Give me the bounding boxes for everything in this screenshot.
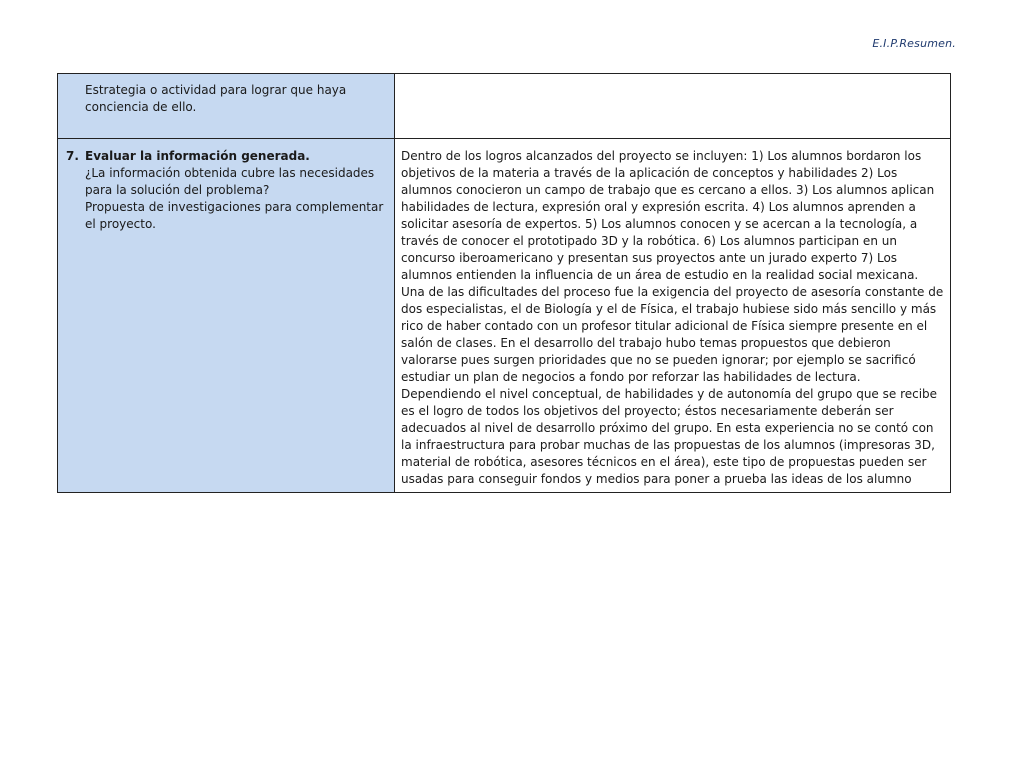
item-proposal: Propuesta de investigaciones para complementar el proyecto. bbox=[85, 200, 384, 231]
table-row bbox=[58, 74, 951, 139]
item-heading bbox=[66, 148, 388, 165]
summary-table bbox=[57, 73, 951, 493]
evaluation-paragraph: Dentro de los logros alcanzados del proyecto se incluyen: 1) Los alumnos bordaron los objetivos de la materia a través de la aplicación de conceptos y habilidades 2) Los alumnos conocieron un campo de trabajo que es cercano a ellos. 3) Los alumnos aplican habilidades de lectura, expresión oral y expresión escrita. 4) Los alumnos aprenden a solicitar asesoría de expertos. 5) Los alumnos conocen y se acercan a la tecnología, a través de conocer el prototipado 3D y la robótica. 6) Los alumnos participan en un concurso iberoamericano y presentan sus proyectos ante un jurado experto 7) Los alumnos entienden la influencia de un área de estudio en la realidad social mexicana. Una de las dificultades del proceso fue la exigencia del proyecto de asesoría constante de dos especialistas, el de Biología y el de Física, el trabajo hubiese sido más sencillo y más rico de haber contado con un profesor titular adicional de Física siempre presente en el salón de clases. En el desarrollo del trabajo hubo temas propuestos que debieron valorarse pues surgen prioridades que no se pueden ignorar; por ejemplo se sacrificó estudiar un plan de negocios a fondo por reforzar las habilidades de lectura. Dependiendo el nivel conceptual, de habilidades y de autonomía del grupo que se recibe es el logro de todos los objetivos del proyecto; éstos necesariamente deberán ser adecuados al nivel de desarrollo próximo del grupo. En esta experiencia no se contó con la infraestructura para probar muchas de las propuestas de los alumnos (impresoras 3D, material de robótica, asesores técnicos en el área), este tipo de propuestas pueden ser usadas para conseguir fondos y medios para poner a prueba las ideas de los alumno bbox=[401, 149, 944, 486]
row2-right-cell bbox=[395, 139, 951, 493]
document-header-tag: E.I.P.Resumen. bbox=[872, 37, 956, 50]
row2-left-cell bbox=[58, 139, 395, 493]
item-number: 7. bbox=[66, 149, 79, 163]
item-title: Evaluar la información generada. bbox=[85, 149, 310, 163]
row1-right-cell bbox=[395, 74, 951, 139]
strategy-text: Estrategia o actividad para lograr que haya conciencia de ello. bbox=[85, 83, 347, 114]
row1-left-cell bbox=[58, 74, 395, 139]
table-row bbox=[58, 139, 951, 493]
item-question: ¿La información obtenida cubre las necesidades para la solución del problema? bbox=[85, 166, 375, 197]
